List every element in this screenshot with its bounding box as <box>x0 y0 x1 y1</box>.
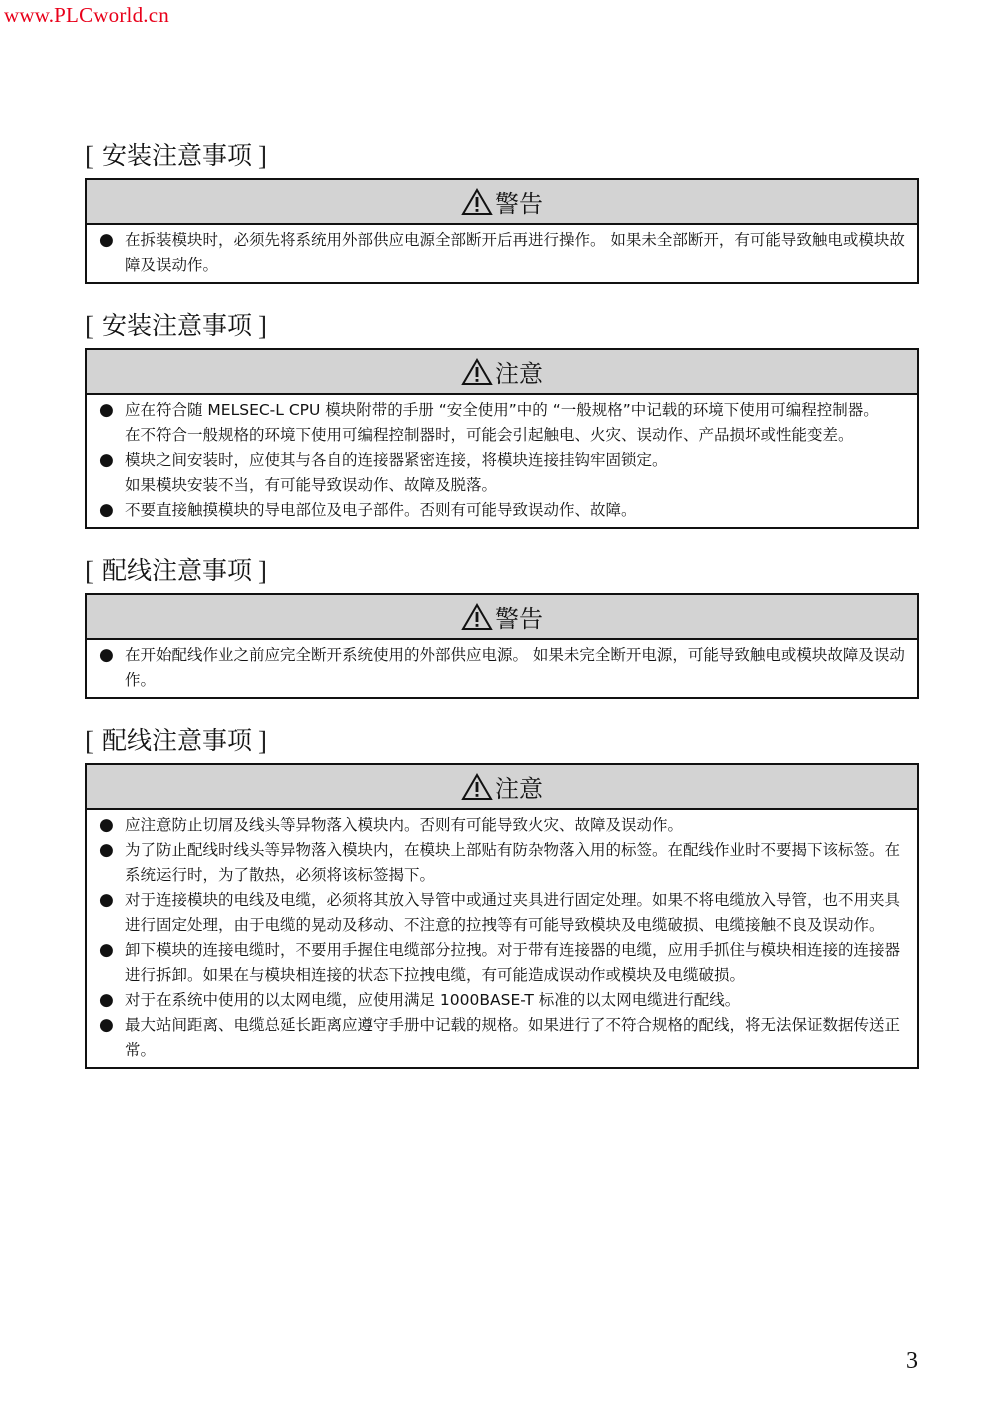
item-paragraph: 为了防止配线时线头等异物落入模块内，在模块上部贴有防杂物落入用的标签。在配线作业时不要揭下该标签。在系统运行时，为了散热，必须将该标签揭下。 <box>125 841 901 884</box>
item-paragraph: 模块之间安装时，应使其与各自的连接器紧密连接，将模块连接挂钩牢固锁定。 <box>125 451 668 469</box>
list-item <box>99 813 905 838</box>
watermark: www.PLCworld.cn <box>4 3 169 27</box>
left-bracket: [ <box>85 311 94 341</box>
notice-box-body <box>87 395 917 527</box>
item-paragraph: 最大站间距离、电缆总延长距离应遵守手册中记载的规格。如果进行了不符合规格的配线，将无法保证数据传送正常。 <box>125 1016 901 1059</box>
right-bracket: ] <box>258 726 268 756</box>
item-text <box>125 228 905 278</box>
section-title-text: 配线注意事项 <box>102 726 253 755</box>
section-title <box>85 555 919 587</box>
list-item <box>99 448 905 498</box>
item-text <box>125 838 905 888</box>
item-text <box>125 398 905 448</box>
item-paragraph: 对于在系统中使用的以太网电缆，应使用满足 1000BASE-T 标准的以太网电缆进行配线。 <box>125 991 741 1009</box>
list-item <box>99 988 905 1013</box>
item-text <box>125 888 905 938</box>
left-bracket: [ <box>85 726 94 756</box>
list-item <box>99 398 905 448</box>
section-title <box>85 140 919 172</box>
bullet-icon: ● <box>99 645 114 665</box>
item-paragraph: 卸下模块的连接电缆时，不要用手握住电缆部分拉拽。对于带有连接器的电缆，应用手抓住与模块相连接的连接器进行拆卸。如果在与模块相连接的状态下拉拽电缆，有可能造成误动作或模块及电缆破损。 <box>125 941 901 984</box>
notice-box <box>85 348 919 529</box>
bullet-icon: ● <box>99 940 114 960</box>
section-title <box>85 310 919 342</box>
right-bracket: ] <box>258 556 268 586</box>
notice-box-body <box>87 810 917 1067</box>
list-item <box>99 888 905 938</box>
notice-box <box>85 763 919 1069</box>
notice-box-body <box>87 225 917 282</box>
section-title-text: 配线注意事项 <box>102 556 253 585</box>
bullet-icon: ● <box>99 500 114 520</box>
list-item <box>99 498 905 523</box>
page-number: 3 <box>906 1348 918 1374</box>
right-bracket: ] <box>258 311 268 341</box>
list-item <box>99 1013 905 1063</box>
item-text <box>125 813 905 838</box>
list-item <box>99 228 905 278</box>
bullet-icon: ● <box>99 840 114 860</box>
right-bracket: ] <box>258 141 268 171</box>
notice-level-label: 注意 <box>495 775 543 803</box>
item-text <box>125 988 905 1013</box>
document-body <box>85 140 919 1095</box>
item-paragraph: 不要直接触摸模块的导电部位及电子部件。否则有可能导致误动作、故障。 <box>125 501 637 519</box>
item-paragraph: 应在符合随 MELSEC-L CPU 模块附带的手册 “安全使用”中的 “一般规格”中记载的环境下使用可编程控制器。 <box>125 401 879 419</box>
item-paragraph: 在不符合一般规格的环境下使用可编程控制器时，可能会引起触电、火灾、误动作、产品损坏或性能变差。 <box>125 426 854 444</box>
bullet-icon: ● <box>99 815 114 835</box>
section-title-text: 安装注意事项 <box>102 311 253 340</box>
section-title-text: 安装注意事项 <box>102 141 253 170</box>
item-text <box>125 1013 905 1063</box>
list-item <box>99 838 905 888</box>
item-paragraph: 应注意防止切屑及线头等异物落入模块内。否则有可能导致火灾、故障及误动作。 <box>125 816 684 834</box>
list-item <box>99 938 905 988</box>
notice-box-header <box>87 765 917 810</box>
bullet-icon: ● <box>99 1015 114 1035</box>
section-title <box>85 725 919 757</box>
item-paragraph: 如果模块安装不当，有可能导致误动作、故障及脱落。 <box>125 476 498 494</box>
warning-triangle-icon <box>461 603 493 631</box>
item-text <box>125 643 905 693</box>
bullet-icon: ● <box>99 450 114 470</box>
notice-box <box>85 593 919 699</box>
item-paragraph: 对于连接模块的电线及电缆，必须将其放入导管中或通过夹具进行固定处理。如果不将电缆放入导管，也不用夹具进行固定处理，由于电缆的晃动及移动、不注意的拉拽等有可能导致模块及电缆破损、电缆接触不良及误动作。 <box>125 891 901 934</box>
notice-level-label: 警告 <box>495 605 543 633</box>
list-item <box>99 643 905 693</box>
bullet-icon: ● <box>99 890 114 910</box>
notice-box <box>85 178 919 284</box>
warning-triangle-icon <box>461 188 493 216</box>
bullet-icon: ● <box>99 400 114 420</box>
item-paragraph: 在开始配线作业之前应完全断开系统使用的外部供应电源。 如果未完全断开电源，可能导致触电或模块故障及误动作。 <box>125 646 905 689</box>
bullet-icon: ● <box>99 230 114 250</box>
item-text <box>125 498 905 523</box>
warning-triangle-icon <box>461 773 493 801</box>
left-bracket: [ <box>85 141 94 171</box>
bullet-icon: ● <box>99 990 114 1010</box>
warning-triangle-icon <box>461 358 493 386</box>
item-text <box>125 448 905 498</box>
notice-box-header <box>87 180 917 225</box>
notice-box-header <box>87 350 917 395</box>
item-text <box>125 938 905 988</box>
notice-level-label: 警告 <box>495 190 543 218</box>
left-bracket: [ <box>85 556 94 586</box>
notice-level-label: 注意 <box>495 360 543 388</box>
notice-box-header <box>87 595 917 640</box>
item-paragraph: 在拆装模块时，必须先将系统用外部供应电源全部断开后再进行操作。 如果未全部断开，有可能导致触电或模块故障及误动作。 <box>125 231 905 274</box>
notice-box-body <box>87 640 917 697</box>
